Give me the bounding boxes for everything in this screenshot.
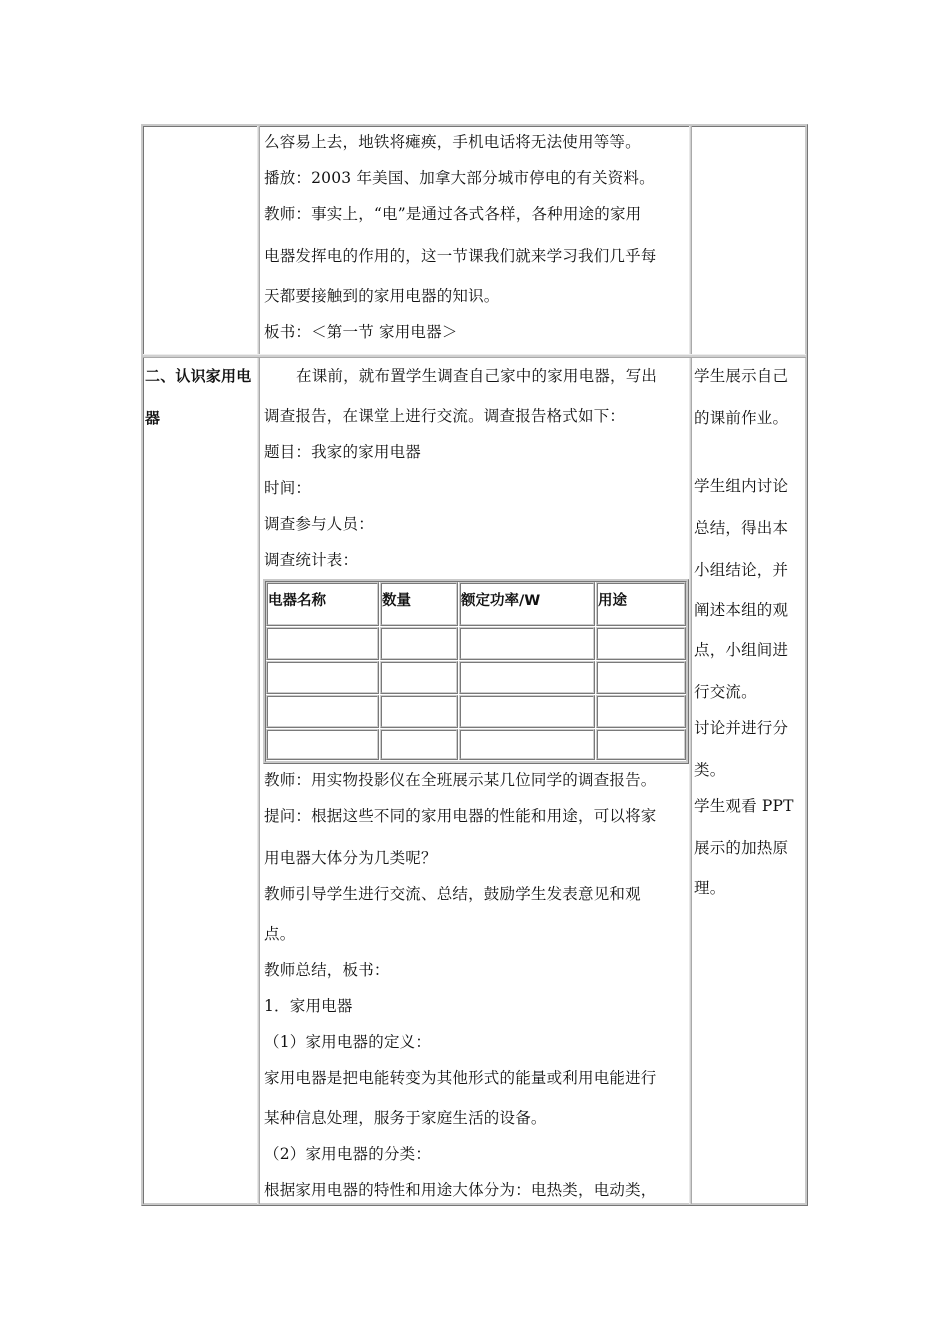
student-text-line: 行交流。 — [694, 683, 757, 701]
text-line: 调查统计表： — [264, 551, 359, 569]
table-cell — [459, 627, 595, 660]
text-line: 教师总结，板书： — [264, 961, 390, 979]
text-line: 播放：2003 年美国、加拿大部分城市停电的有关资料。 — [264, 169, 655, 187]
table-cell — [596, 627, 686, 660]
text-line: 天都要接触到的家用电器的知识。 — [264, 287, 500, 305]
text-line: 教师：事实上，“电”是通过各式各样，各种用途的家用 — [264, 205, 642, 223]
text-line: 电器发挥电的作用的，这一节课我们就来学习我们几乎每 — [264, 247, 657, 265]
text-line: 提问：根据这些不同的家用电器的性能和用途，可以将家 — [264, 807, 657, 825]
table-cell — [380, 695, 458, 728]
table-cell — [596, 695, 686, 728]
column-divider-right — [689, 126, 692, 1204]
student-text-line: 展示的加热原 — [694, 839, 789, 857]
text-line: 时间： — [264, 479, 312, 497]
student-text-line: 点，小组间进 — [694, 641, 789, 659]
section-title-line: 器 — [145, 409, 161, 427]
text-line: 点。 — [264, 925, 296, 943]
text-line: （1）家用电器的定义： — [264, 1033, 432, 1051]
text-line: 么容易上去，地铁将瘫痪，手机电话将无法使用等等。 — [264, 133, 641, 151]
student-text-line: 总结，得出本 — [694, 519, 789, 537]
text-line: 调查参与人员： — [264, 515, 374, 533]
text-line: 根据家用电器的特性和用途大体分为：电热类，电动类， — [264, 1181, 657, 1199]
text-line: 板书：＜第一节 家用电器＞ — [264, 323, 458, 341]
column-divider-left — [257, 126, 260, 1204]
table-cell — [596, 729, 686, 760]
table-cell — [380, 661, 458, 694]
student-text-line: 的课前作业。 — [694, 409, 789, 427]
text-line: 教师引导学生进行交流、总结，鼓励学生发表意见和观 — [264, 885, 641, 903]
header-rated-power: 额定功率/W — [461, 593, 541, 609]
table-cell — [380, 627, 458, 660]
table-cell — [459, 729, 595, 760]
table-cell — [266, 729, 379, 760]
text-line: 在课前，就布置学生调查自己家中的家用电器，写出 — [296, 367, 658, 385]
text-line: 某种信息处理，服务于家庭生活的设备。 — [264, 1109, 547, 1127]
student-text-line: 小组结论，并 — [694, 561, 789, 579]
text-line: 教师：用实物投影仪在全班展示某几位同学的调查报告。 — [264, 771, 657, 789]
row-divider — [143, 354, 806, 358]
student-text-line: 阐述本组的观 — [694, 601, 789, 619]
table-cell — [380, 729, 458, 760]
student-text-line: 学生展示自己 — [694, 367, 789, 385]
table-cell — [459, 661, 595, 694]
table-cell — [596, 661, 686, 694]
student-text-line: 学生组内讨论 — [694, 477, 789, 495]
section-title-line: 二、认识家用电 — [145, 367, 252, 385]
table-cell — [266, 627, 379, 660]
student-text-line: 理。 — [694, 879, 726, 897]
text-line: 家用电器是把电能转变为其他形式的能量或利用电能进行 — [264, 1069, 657, 1087]
header-usage: 用途 — [598, 593, 627, 609]
text-line: 题目：我家的家用电器 — [264, 443, 422, 461]
student-text-line: 学生观看 PPT — [694, 797, 794, 815]
student-text-line: 类。 — [694, 761, 726, 779]
table-cell — [266, 695, 379, 728]
text-line: （2）家用电器的分类： — [264, 1145, 432, 1163]
student-text-line: 讨论并进行分 — [694, 719, 789, 737]
table-cell — [266, 661, 379, 694]
header-appliance-name: 电器名称 — [268, 593, 326, 609]
table-cell — [459, 695, 595, 728]
text-line: 用电器大体分为几类呢？ — [264, 849, 437, 867]
text-line: 调查报告，在课堂上进行交流。调查报告格式如下： — [264, 407, 626, 425]
text-line: 1．家用电器 — [264, 997, 353, 1015]
header-quantity: 数量 — [382, 593, 411, 609]
